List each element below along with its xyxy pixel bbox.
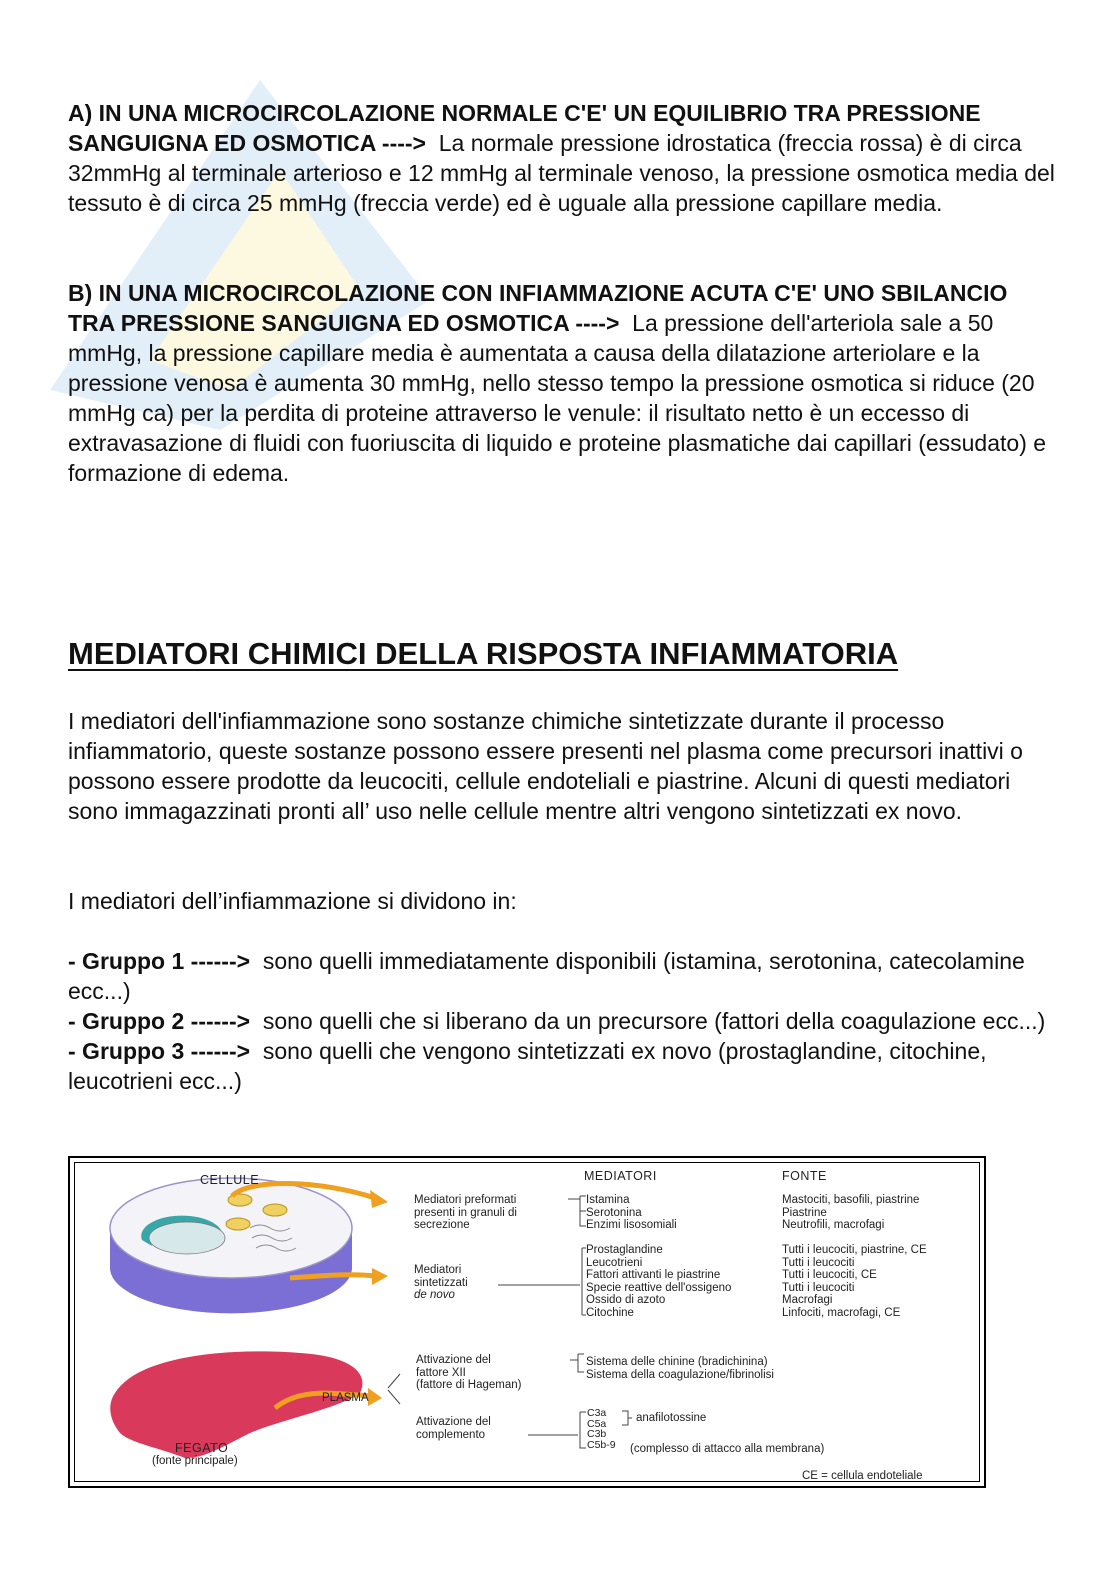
group-label: - Gruppo 2 ------>	[68, 1008, 251, 1034]
label-ce-note: CE = cellula endoteliale	[802, 1470, 923, 1482]
label-cellule: CELLULE	[200, 1173, 260, 1187]
section-a-heading: A) IN UNA MICROCIRCOLAZIONE NORMALE C'E' UN EQUILIBRIO TRA PRESSIONE SANGUIGNA ED OSMOTICA ---->	[68, 100, 981, 156]
label-preformati: Mediatori preformati presenti in granuli di secrezione	[414, 1194, 517, 1232]
group-text: sono quelli che vengono sintetizzati ex novo (prostaglandine, citochine, leucotrieni ecc...)	[68, 1038, 987, 1094]
label-fattore-xii: Attivazione del fattore XII (fattore di Hageman)	[416, 1354, 522, 1392]
label-complemento: Attivazione del complemento	[416, 1416, 491, 1441]
page-title: MEDIATORI CHIMICI DELLA RISPOSTA INFIAMMATORIA	[68, 636, 899, 671]
group-item	[68, 1006, 1058, 1036]
group-item	[68, 1036, 1058, 1096]
label-sintetizzati: Mediatori sintetizzati de novo	[414, 1264, 468, 1302]
label-fonte-principale: (fonte principale)	[152, 1455, 238, 1467]
section-b-text: La pressione dell'arteriola sale a 50 mmHg, la pressione capillare media è aumentata a causa della dilatazione arteriolare e la pressione venosa è aumenta 30 mmHg, nello stesso tempo la pressione osmotica si riduce (20 mmHg ca) per la perdita di proteine attraverso le venule: il risultato netto è un eccesso di extravasazione di fluidi con fuoriuscita di liquido e proteine plasmatiche dai capillari (essudato) e formazione di edema.	[68, 310, 1047, 486]
group-label: - Gruppo 1 ------>	[68, 948, 251, 974]
section-a-text: La normale pressione idrostatica (freccia rossa) è di circa 32mmHg al terminale arterioso e 12 mmHg al terminale venoso, la pressione osmotica media del tessuto è di circa 25 mmHg (freccia verde) ed è uguale alla pressione capillare media.	[68, 130, 1055, 216]
xii-items: Sistema delle chinine (bradichinina) Sistema della coagulazione/fibrinolisi	[586, 1356, 774, 1381]
liver-illustration	[110, 1351, 362, 1458]
groups-list	[68, 946, 1058, 1096]
sintetizzati-items: Prostaglandine Leucotrieni Fattori attivanti le piastrine Specie reattive dell'ossigeno Ossido di azoto Citochine	[586, 1244, 732, 1319]
group-text: sono quelli che si liberano da un precursore (fattori della coagulazione ecc...)	[262, 1008, 1046, 1034]
intro-paragraph: I mediatori dell'infiammazione sono sostanze chimiche sintetizzate durante il processo infiammatorio, queste sostanze possono essere presenti nel plasma come precursori inattivi o possono essere prodotte da leucociti, cellule endoteliali e piastrine. Alcuni di questi mediatori sono immagazzinati pronti all’ uso nelle cellule mentre altri vengono sintetizzati ex novo.	[68, 708, 1023, 824]
arrow-heads	[368, 1190, 388, 1406]
section-a	[68, 98, 1058, 218]
label-plasma: PLASMA	[322, 1392, 369, 1404]
label-membrana: (complesso di attacco alla membrana)	[630, 1443, 825, 1455]
group-text: sono quelli immediatamente disponibili (istamina, serotonina, catecolamine ecc...)	[68, 948, 1025, 1004]
section-b	[68, 278, 1058, 488]
complemento-items: C3a C5a C3b C5b-9	[587, 1407, 616, 1451]
section-b-heading: B) IN UNA MICROCIRCOLAZIONE CON INFIAMMAZIONE ACUTA C'E' UNO SBILANCIO TRA PRESSIONE SANGUIGNA ED OSMOTICA ---->	[68, 280, 1008, 336]
group-label: - Gruppo 3 ------>	[68, 1038, 251, 1064]
preformati-fonti: Mastociti, basofili, piastrine Piastrine Neutrofili, macrofagi	[782, 1194, 920, 1232]
label-fegato: FEGATO	[175, 1441, 229, 1455]
group-item	[68, 946, 1058, 1006]
header-mediatori: MEDIATORI	[584, 1169, 657, 1183]
divide-paragraph: I mediatori dell’infiammazione si dividono in:	[68, 888, 517, 914]
header-fonte: FONTE	[782, 1169, 827, 1183]
label-anafilotossine: anafilotossine	[636, 1412, 707, 1424]
cell-illustration	[110, 1178, 352, 1313]
sintetizzati-fonti: Tutti i leucociti, piastrine, CE Tutti i leucociti Tutti i leucociti, CE Tutti i leucociti Macrofagi Linfociti, macrofagi, CE	[782, 1244, 927, 1319]
mediators-figure	[68, 1156, 986, 1488]
preformati-items: Istamina Serotonina Enzimi lisosomiali	[586, 1194, 677, 1232]
